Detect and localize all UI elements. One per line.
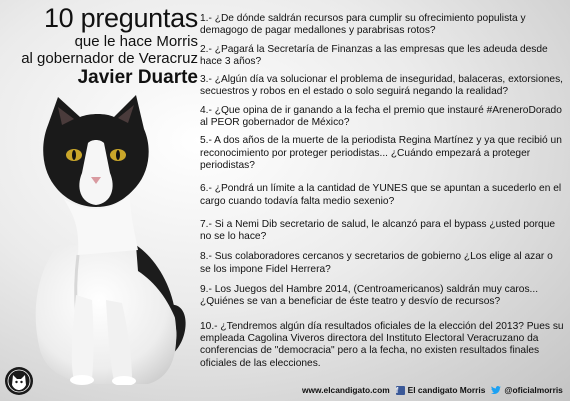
questions-list [200,13,566,370]
title-subtitle-2: al gobernador de Veracruz [21,50,198,67]
website-link[interactable]: www.elcandigato.com [302,385,390,395]
question-3: 3.- ¿Algún día va solucionar el problema de inseguridad, balaceras, extorsiones, secuestros y robos en el estado o solo seguirá negando la realidad? [200,74,563,98]
twitter-label: @oficialmorris [504,385,563,395]
title-block [6,4,198,89]
facebook-link[interactable] [396,385,486,395]
footer [302,383,570,397]
question-6: 6.- ¿Pondrá un límite a la cantidad de YUNES que se apuntan a sucederlo en el cargo cuando todavía falta medio sexenio? [200,183,562,207]
cat-photo [18,95,193,385]
question-10: 10.- ¿Tendremos algún día resultados oficiales de la elección del 2013? Pues su empleada Cagolina Viveros directora del Instituto Electoral Veracruzano da conferencias de "democracia" pero a la fecha, no existen resultados finales oficiales de las elecciones. [200,320,564,369]
title-main: 10 preguntas [43,3,198,33]
morris-cat-logo [4,366,34,396]
twitter-bird-icon [491,386,501,395]
facebook-label: El candigato Morris [407,385,486,395]
question-8: 8.- Sus colaboradores cercanos y secretarios de gobierno ¿Los elige al azar o se los impone Fidel Herrera? [200,251,553,275]
question-4: 4.- ¿Que opina de ir ganando a la fecha el premio que instauré #AreneroDorado al PEOR gobernador de México? [200,104,562,129]
title-subtitle-1: que le hace Morris [74,33,198,50]
question-2: 2.- ¿Pagará la Secretaría de Finanzas a las empresas que les adeuda desde hace 3 años? [200,43,548,67]
question-1: 1.- ¿De dónde saldrán recursos para cumplir su ofrecimiento populista y demagogo de pagar medallones y parabrisas rotos? [200,13,526,37]
title-governor-name: Javier Duarte [77,67,198,88]
question-7: 7.- Si a Nemi Dib secretario de salud, le alcanzó para el bypass ¿usted porque no se lo hace? [200,218,556,243]
twitter-link[interactable] [491,385,562,395]
facebook-icon: f [396,386,405,395]
question-5: 5.- A dos años de la muerte de la periodista Regina Martínez y ya que recibió un reconocimiento por proteger periodistas... ¿Cuándo empezará a proteger periodistas? [200,135,562,171]
question-9: 9.- Los Juegos del Hambre 2014, (Centroamericanos) saldrán muy caros... ¿Quiénes se van a beneficiar de éste teatro y desvío de recursos? [200,284,539,308]
